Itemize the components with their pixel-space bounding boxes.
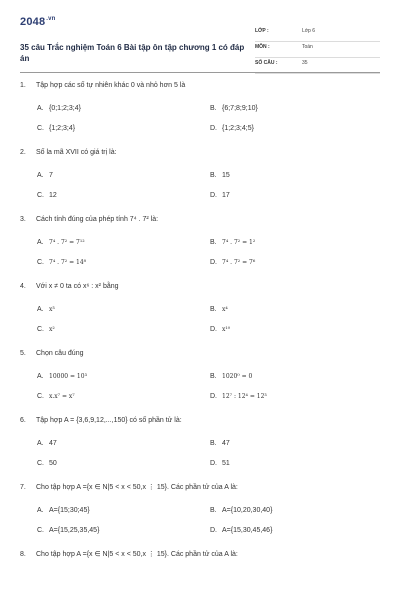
info-label: SỐ CÂU : bbox=[255, 60, 278, 66]
info-row-subject bbox=[255, 42, 380, 58]
option-b[interactable]: B. x⁴ bbox=[210, 306, 228, 313]
info-label: MÔN : bbox=[255, 44, 270, 50]
question-text: 3. Cách tính đúng của phép tính 7⁴ . 7² là: bbox=[20, 216, 159, 223]
question-text: 4. Với x ≠ 0 ta có x⁶ : x² bằng bbox=[20, 283, 119, 290]
info-label: LỚP : bbox=[255, 28, 269, 34]
option-a[interactable]: A. 10000 = 10³ bbox=[37, 373, 87, 380]
option-d[interactable]: D. x¹⁰ bbox=[210, 326, 231, 333]
info-value: 35 bbox=[302, 60, 308, 66]
info-value: Lớp 6 bbox=[302, 28, 316, 34]
option-d[interactable]: D. 17 bbox=[210, 192, 230, 199]
option-c[interactable]: C. A={15,25,35,45} bbox=[37, 527, 100, 534]
question-text: 5. Chọn câu đúng bbox=[20, 350, 84, 357]
question-list bbox=[20, 80, 380, 576]
option-b[interactable]: B. A={10,20,30,40} bbox=[210, 507, 273, 514]
question-3 bbox=[20, 214, 380, 278]
option-b[interactable]: B. 47 bbox=[210, 440, 230, 447]
option-c[interactable]: C. 12 bbox=[37, 192, 57, 199]
option-b[interactable]: B. 15 bbox=[210, 172, 230, 179]
question-6 bbox=[20, 415, 380, 479]
question-text: 2. Số la mã XVII có giá trị là: bbox=[20, 149, 117, 156]
info-row-class bbox=[255, 26, 380, 42]
option-c[interactable]: C. {1;2;3;4} bbox=[37, 125, 76, 132]
option-c[interactable]: C. x.x⁷ = x⁷ bbox=[37, 393, 75, 400]
question-2 bbox=[20, 147, 380, 211]
question-8 bbox=[20, 549, 380, 573]
header-divider bbox=[20, 72, 380, 73]
question-1 bbox=[20, 80, 380, 144]
option-a[interactable]: A. 7⁴ . 7² = 7¹² bbox=[37, 239, 85, 246]
option-a[interactable]: A. A={15;30;45} bbox=[37, 507, 90, 514]
option-c[interactable]: C. 7⁴ . 7² = 14⁸ bbox=[37, 259, 87, 266]
option-c[interactable]: C. 50 bbox=[37, 460, 57, 467]
option-c[interactable]: C. x² bbox=[37, 326, 55, 333]
option-b[interactable]: B. 1020⁰ = 0 bbox=[210, 373, 253, 380]
question-text: 7. Cho tập hợp A ={x ∈ N|5 < x < 50,x ⋮ 15}. Các phần tử của A là: bbox=[20, 484, 238, 491]
question-text: 1. Tập hợp các số tự nhiên khác 0 và nhỏ hơn 5 là bbox=[20, 82, 186, 89]
header bbox=[20, 10, 380, 70]
option-a[interactable]: A. {0;1;2;3;4} bbox=[37, 105, 81, 112]
option-d[interactable]: D. 12⁷ : 12⁴ = 12³ bbox=[210, 393, 267, 400]
option-a[interactable]: A. 7 bbox=[37, 172, 53, 179]
info-value: Toán bbox=[302, 44, 313, 50]
question-4 bbox=[20, 281, 380, 345]
option-d[interactable]: D. 7⁴ . 7² = 7⁶ bbox=[210, 259, 256, 266]
option-a[interactable]: A. x³ bbox=[37, 306, 55, 313]
info-panel bbox=[255, 26, 380, 74]
option-d[interactable]: D. A={15,30,45,46} bbox=[210, 527, 273, 534]
question-5 bbox=[20, 348, 380, 412]
question-text: 8. Cho tập hợp A ={x ∈ N|5 < x < 50,x ⋮ 15}. Các phần tử của A là: bbox=[20, 551, 238, 558]
question-7 bbox=[20, 482, 380, 546]
page-title: 35 câu Trắc nghiệm Toán 6 Bài tập ôn tập chương 1 có đáp án bbox=[20, 43, 245, 63]
site-logo[interactable]: $2048^{.vn}$ bbox=[20, 16, 56, 28]
option-d[interactable]: D. {1;2;3;4;5} bbox=[210, 125, 254, 132]
option-d[interactable]: D. 51 bbox=[210, 460, 230, 467]
option-b[interactable]: B. 7⁴ . 7² = 1² bbox=[210, 239, 256, 246]
option-b[interactable]: B. {6;7;8;9;10} bbox=[210, 105, 258, 112]
question-text: 6. Tập hợp A = {3,6,9,12,...,150} có số phần tử là: bbox=[20, 417, 182, 424]
option-a[interactable]: A. 47 bbox=[37, 440, 57, 447]
